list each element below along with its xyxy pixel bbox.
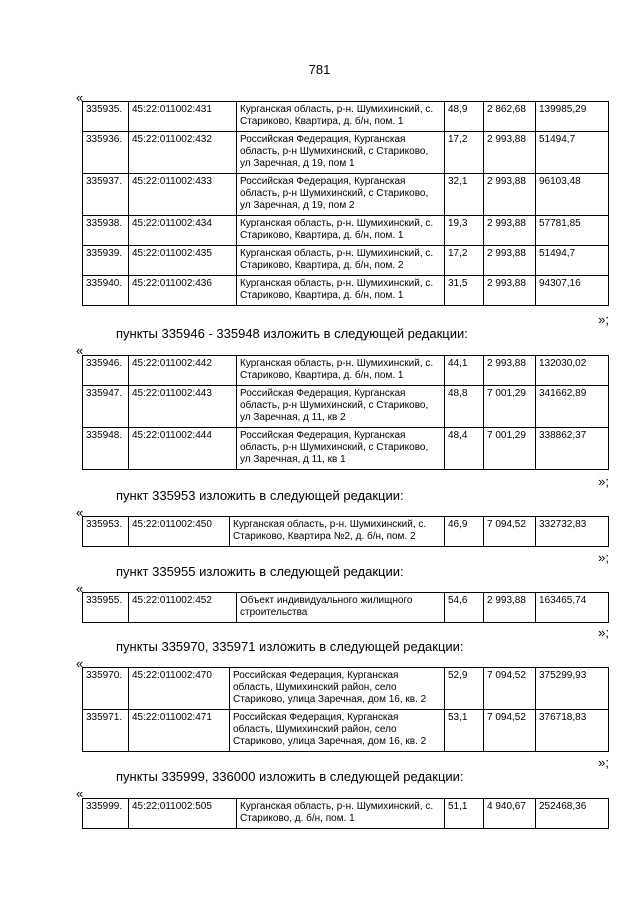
rate-cell: 7 094,52 — [484, 668, 536, 710]
area-cell: 32,1 — [445, 174, 484, 216]
area-cell: 46,9 — [445, 517, 484, 547]
value-cell: 252468,36 — [536, 799, 609, 829]
item-number-cell: 335947. — [83, 386, 129, 428]
item-number-cell: 335938. — [83, 216, 129, 246]
cadastral-number-cell: 45:22:011002:431 — [129, 102, 237, 132]
area-cell: 53,1 — [445, 710, 484, 752]
item-number-cell: 335953. — [83, 517, 129, 547]
item-number-cell: 335970. — [83, 668, 129, 710]
rate-cell: 7 094,52 — [484, 517, 536, 547]
area-cell: 48,4 — [445, 428, 484, 470]
address-cell: Курганская область, р-н. Шумихинский, с. Стариково, Квартира №2, д. б/н, пом. 2 — [230, 517, 445, 547]
rate-cell: 2 993,88 — [484, 246, 536, 276]
cadastral-number-cell: 45:22:011002:443 — [129, 386, 237, 428]
close-quote: »; — [598, 755, 609, 770]
table-row — [83, 356, 609, 386]
cadastral-table — [82, 667, 609, 752]
address-cell: Курганская область, р-н. Шумихинский, с. Стариково, д. б/н, пом. 1 — [237, 799, 445, 829]
item-number-cell: 335937. — [83, 174, 129, 216]
close-quote: »; — [598, 625, 609, 640]
item-number-cell: 335939. — [83, 246, 129, 276]
rate-cell: 2 993,88 — [484, 216, 536, 246]
cadastral-table — [82, 355, 609, 470]
rate-cell: 2 993,88 — [484, 593, 536, 623]
table-row — [83, 710, 609, 752]
close-quote: »; — [598, 312, 609, 327]
cadastral-number-cell: 45:22:011002:433 — [129, 174, 237, 216]
cadastral-number-cell: 45:22:011002:434 — [129, 216, 237, 246]
table-row — [83, 386, 609, 428]
table-row — [83, 276, 609, 306]
cadastral-number-cell: 45:22:011002:442 — [129, 356, 237, 386]
value-cell: 51494,7 — [536, 132, 609, 174]
table-row — [83, 517, 609, 547]
cadastral-number-cell: 45:22:011002:436 — [129, 276, 237, 306]
value-cell: 338862,37 — [536, 428, 609, 470]
address-cell: Российская Федерация, Курганская область, р-н Шумихинский, с Стариково, ул Заречная, д 19, пом 2 — [237, 174, 445, 216]
table-row — [83, 132, 609, 174]
cadastral-number-cell: 45:22:011002:505 — [129, 799, 237, 829]
cadastral-number-cell: 45:22:011002:432 — [129, 132, 237, 174]
value-cell: 332732,83 — [536, 517, 609, 547]
cadastral-number-cell: 45:22:011002:444 — [129, 428, 237, 470]
item-number-cell: 335955. — [83, 593, 129, 623]
address-cell: Российская Федерация, Курганская область, р-н Шумихинский, с Стариково, ул Заречная, д 11, кв 1 — [237, 428, 445, 470]
address-cell: Российская Федерация, Курганская область, Шумихинский район, село Стариково, улица Заречная, дом 16, кв. 2 — [230, 710, 445, 752]
table-row — [83, 174, 609, 216]
address-cell: Курганская область, р-н. Шумихинский, с. Стариково, Квартира, д. б/н, пом. 2 — [237, 246, 445, 276]
close-quote: »; — [598, 474, 609, 489]
address-cell: Курганская область, р-н. Шумихинский, с. Стариково, Квартира, д. б/н, пом. 1 — [237, 102, 445, 132]
address-cell: Курганская область, р-н. Шумихинский, с. Стариково, Квартира, д. б/н, пом. 1 — [237, 356, 445, 386]
value-cell: 163465,74 — [536, 593, 609, 623]
address-cell: Курганская область, р-н. Шумихинский, с. Стариково, Квартира, д. б/н, пом. 1 — [237, 216, 445, 246]
address-cell: Российская Федерация, Курганская область, р-н Шумихинский, с Стариково, ул Заречная, д 11, кв 2 — [237, 386, 445, 428]
cadastral-number-cell: 45:22:011002:452 — [129, 593, 237, 623]
rate-cell: 2 993,88 — [484, 132, 536, 174]
table-row — [83, 102, 609, 132]
item-number-cell: 335999. — [83, 799, 129, 829]
value-cell: 139985,29 — [536, 102, 609, 132]
area-cell: 48,9 — [445, 102, 484, 132]
rate-cell: 2 993,88 — [484, 174, 536, 216]
open-quote: « — [76, 90, 84, 105]
item-number-cell: 335935. — [83, 102, 129, 132]
section-heading: пункт 335953 изложить в следующей редакции: — [116, 488, 404, 503]
table-row — [83, 668, 609, 710]
value-cell: 51494,7 — [536, 246, 609, 276]
rate-cell: 7 001,29 — [484, 428, 536, 470]
area-cell: 54,6 — [445, 593, 484, 623]
value-cell: 96103,48 — [536, 174, 609, 216]
address-cell: Российская Федерация, Курганская область, Шумихинский район, село Стариково, улица Заречная, дом 16, кв. 2 — [230, 668, 445, 710]
rate-cell: 4 940,67 — [484, 799, 536, 829]
table-row — [83, 428, 609, 470]
value-cell: 94307,16 — [536, 276, 609, 306]
address-cell: Курганская область, р-н. Шумихинский, с. Стариково, Квартира, д. б/н, пом. 1 — [237, 276, 445, 306]
close-quote: »; — [598, 550, 609, 565]
rate-cell: 2 993,88 — [484, 276, 536, 306]
area-cell: 52,9 — [445, 668, 484, 710]
section-heading: пункт 335955 изложить в следующей редакции: — [116, 564, 404, 579]
item-number-cell: 335948. — [83, 428, 129, 470]
rate-cell: 7 094,52 — [484, 710, 536, 752]
rate-cell: 7 001,29 — [484, 386, 536, 428]
table-row — [83, 216, 609, 246]
area-cell: 17,2 — [445, 246, 484, 276]
cadastral-table — [82, 592, 609, 623]
item-number-cell: 335946. — [83, 356, 129, 386]
value-cell: 341662,89 — [536, 386, 609, 428]
address-cell: Российская Федерация, Курганская область, р-н Шумихинский, с Стариково, ул Заречная, д 19, пом 1 — [237, 132, 445, 174]
area-cell: 31,5 — [445, 276, 484, 306]
cadastral-table — [82, 516, 609, 547]
cadastral-number-cell: 45:22:011002:450 — [129, 517, 230, 547]
value-cell: 375299,93 — [536, 668, 609, 710]
cadastral-table — [82, 101, 609, 306]
value-cell: 57781,85 — [536, 216, 609, 246]
cadastral-number-cell: 45:22:011002:435 — [129, 246, 237, 276]
cadastral-number-cell: 45:22:011002:470 — [129, 668, 230, 710]
item-number-cell: 335936. — [83, 132, 129, 174]
open-quote: « — [76, 786, 84, 801]
open-quote: « — [76, 656, 84, 671]
table-row — [83, 799, 609, 829]
open-quote: « — [76, 581, 84, 596]
item-number-cell: 335971. — [83, 710, 129, 752]
cadastral-number-cell: 45:22:011002:471 — [129, 710, 230, 752]
area-cell: 19,3 — [445, 216, 484, 246]
value-cell: 376718,83 — [536, 710, 609, 752]
rate-cell: 2 993,88 — [484, 356, 536, 386]
page-number: 781 — [308, 62, 331, 77]
area-cell: 48,8 — [445, 386, 484, 428]
section-heading: пункты 335946 - 335948 изложить в следующей редакции: — [116, 326, 468, 341]
area-cell: 51,1 — [445, 799, 484, 829]
address-cell: Объект индивидуального жилищного строительства — [237, 593, 445, 623]
area-cell: 17,2 — [445, 132, 484, 174]
item-number-cell: 335940. — [83, 276, 129, 306]
open-quote: « — [76, 505, 84, 520]
section-heading: пункты 335999, 336000 изложить в следующей редакции: — [116, 769, 464, 784]
area-cell: 44,1 — [445, 356, 484, 386]
rate-cell: 2 862,68 — [484, 102, 536, 132]
section-heading: пункты 335970, 335971 изложить в следующей редакции: — [116, 639, 464, 654]
open-quote: « — [76, 343, 84, 358]
cadastral-table — [82, 798, 609, 829]
value-cell: 132030,02 — [536, 356, 609, 386]
table-row — [83, 593, 609, 623]
table-row — [83, 246, 609, 276]
